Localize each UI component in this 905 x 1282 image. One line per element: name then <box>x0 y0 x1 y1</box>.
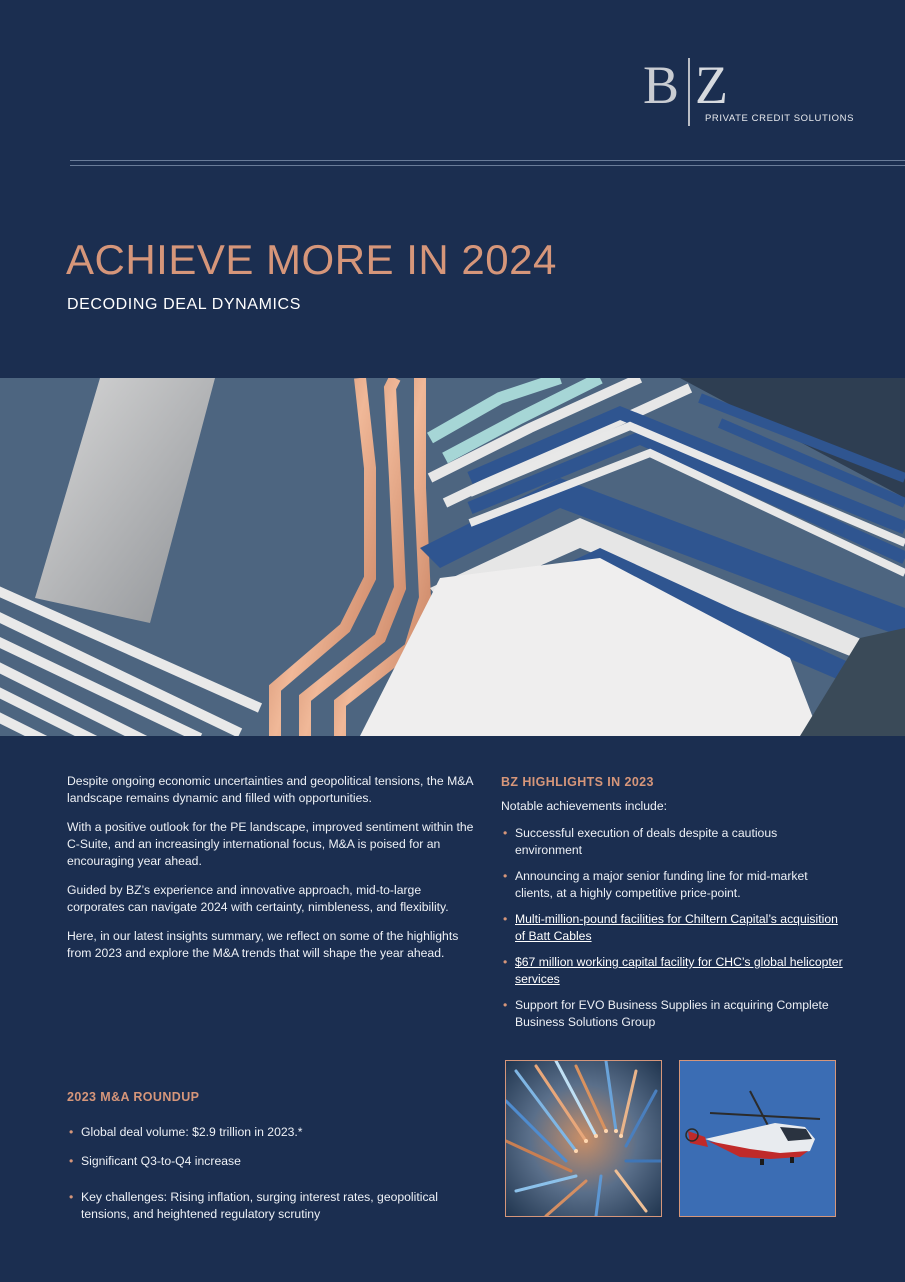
intro-paragraph: Despite ongoing economic uncertainties and geopolitical tensions, the M&A landscape remains dynamic and filled with opportunities. <box>67 774 473 805</box>
roundup-item: • Key challenges: Rising inflation, surging interest rates, geopolitical tensions, and heightened regulatory scrutiny <box>67 1189 487 1222</box>
page-subtitle: DECODING DEAL DYNAMICS <box>67 296 301 313</box>
header-rule-bottom <box>70 165 905 166</box>
highlight-item <box>501 911 846 944</box>
highlight-item <box>501 954 846 987</box>
fiber-optic-cables-photo <box>505 1060 662 1217</box>
intro-paragraph: With a positive outlook for the PE landscape, improved sentiment within the C-Suite, and an increasingly international focus, M&A is poised for an encouraging year ahead. <box>67 820 474 868</box>
hero-abstract-graphic <box>0 378 905 736</box>
highlight-item: • Announcing a major senior funding line for mid-market clients, at a highly competitive price-point. <box>501 868 846 901</box>
roundup-section <box>67 1090 487 1234</box>
intro-paragraph: Here, in our latest insights summary, we reflect on some of the highlights from 2023 and explore the M&A trends that will shape the year ahead. <box>67 929 459 960</box>
intro-paragraph: Guided by BZ’s experience and innovative approach, mid-to-large corporates can navigate 2024 with certainty, nimbleness, and flexibility. <box>67 883 449 914</box>
logo-mark <box>643 55 731 115</box>
intro-text <box>67 773 477 974</box>
highlights-heading: BZ HIGHLIGHTS IN 2023 <box>501 775 654 789</box>
logo-letter-b: B <box>643 55 682 115</box>
highlights-intro: Notable achievements include: <box>501 799 667 813</box>
highlight-item: • Support for EVO Business Supplies in acquiring Complete Business Solutions Group <box>501 997 846 1030</box>
header-rule-top <box>70 160 905 161</box>
page-title: ACHIEVE MORE IN 2024 <box>66 236 557 283</box>
highlights-list <box>501 825 846 1030</box>
logo-divider <box>688 58 690 126</box>
highlights-section <box>501 775 846 1040</box>
logo-letter-z: Z <box>695 55 731 115</box>
highlight-link-chc[interactable]: $67 million working capital facility for CHC’s global helicopter services <box>515 955 843 986</box>
rescue-helicopter-photo <box>679 1060 836 1217</box>
highlight-link-chiltern[interactable]: Multi-million-pound facilities for Chiltern Capital’s acquisition of Batt Cables <box>515 912 838 943</box>
roundup-list <box>67 1124 487 1222</box>
highlight-item: • Successful execution of deals despite a cautious environment <box>501 825 846 858</box>
roundup-heading: 2023 M&A ROUNDUP <box>67 1090 200 1104</box>
logo-tagline: PRIVATE CREDIT SOLUTIONS <box>705 113 855 124</box>
roundup-item: • Significant Q3-to-Q4 increase <box>67 1153 487 1170</box>
roundup-item: • Global deal volume: $2.9 trillion in 2023.* <box>67 1124 487 1141</box>
